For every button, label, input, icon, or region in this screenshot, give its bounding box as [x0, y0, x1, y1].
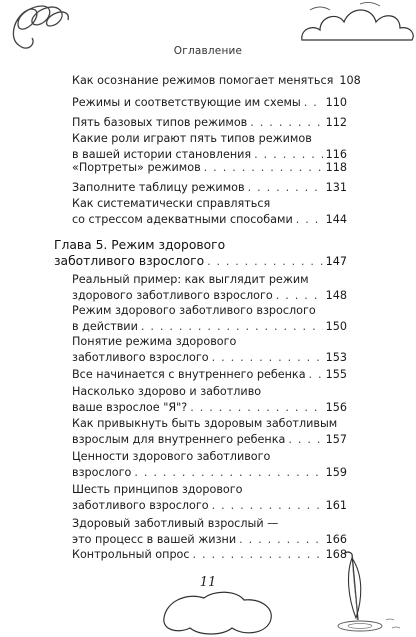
toc-entry[interactable] [72, 367, 347, 383]
toc-entry-title: Здоровый заботливый взрослый — [72, 517, 279, 530]
toc-entry-title-cont: со стрессом адекватными способами [72, 212, 293, 226]
toc-entry-title: Реальный пример: как выглядит режим [72, 273, 309, 286]
toc-entry-title-cont: ваше взрослое "Я"? [72, 400, 188, 414]
toc-leader-dots [141, 319, 323, 335]
toc-entry-title-cont: в действии [72, 319, 138, 333]
toc-entry-page: 156 [325, 400, 347, 414]
toc-leader-dots [212, 350, 323, 366]
toc-leader-dots [190, 400, 322, 416]
toc-entry[interactable] [72, 516, 347, 547]
toc-leader-dots [276, 288, 323, 304]
toc-entry-title: Понятие режима здорового [72, 335, 237, 348]
toc-entry-page: 112 [325, 116, 347, 129]
toc-entry[interactable] [72, 73, 361, 89]
toc-leader-dots [248, 180, 323, 196]
toc-leader-dots [207, 254, 323, 270]
toc-entry-title: Пять базовых типов режимов [72, 116, 248, 129]
toc-entry[interactable] [72, 384, 347, 415]
toc-entry-title: Шесть принципов здорового [72, 483, 243, 496]
toc-entry-page: 155 [325, 368, 347, 381]
toc-entry[interactable] [72, 95, 347, 111]
toc-entry-page: 148 [325, 288, 347, 302]
toc-entry-title: Контрольный опрос [72, 548, 190, 561]
chapter-page: 147 [325, 255, 347, 268]
toc-entry-title: Заполните таблицу режимов [72, 181, 245, 194]
toc-leader-dots [193, 547, 323, 563]
toc-entry[interactable] [72, 196, 347, 227]
page-number: 11 [199, 575, 217, 590]
toc-entry-title: Режим здорового заботливого взрослого [72, 304, 316, 317]
toc-entry-title: Какие роли играют пять типов режимов [72, 132, 312, 145]
toc-entry-page: 161 [325, 498, 347, 512]
toc-leader-dots [204, 160, 323, 176]
chapter-title: Глава 5. Режим здорового [54, 238, 226, 252]
toc-entry-title: Все начинается с внутреннего ребенка [72, 368, 306, 381]
toc-chapter-heading[interactable] [54, 237, 347, 270]
toc-entry-page: 150 [325, 319, 347, 333]
toc-leader-dots [288, 432, 322, 448]
toc-entry-page: 159 [325, 465, 347, 479]
toc-entry[interactable] [72, 115, 347, 131]
toc-leader-dots [134, 465, 322, 481]
toc-entry[interactable] [72, 416, 347, 447]
toc-entry-title-cont: здорового заботливого взрослого [72, 288, 273, 302]
toc-entry-page: 108 [339, 74, 361, 87]
toc-leader-dots [309, 367, 323, 383]
toc-entry[interactable] [72, 449, 347, 480]
toc-leader-dots [250, 115, 322, 131]
toc-leader-dots [212, 498, 323, 514]
toc-entry[interactable] [72, 180, 347, 196]
toc-entry-title-cont: заботливого взрослого [72, 350, 209, 364]
toc-entry-title-cont: в вашей истории становления [72, 147, 252, 161]
toc-entry-title: «Портреты» режимов [72, 161, 201, 174]
toc-entry-title: Ценности здорового заботливого [72, 450, 271, 463]
toc-leader-dots [296, 212, 323, 228]
toc-entry-title-cont: взрослым для внутреннего ребенка [72, 432, 286, 446]
toc-entry-page: 131 [325, 181, 347, 194]
toc-entry-page: 168 [325, 548, 347, 561]
toc-entry-page: 157 [325, 432, 347, 446]
toc-entry-title-cont: заботливого взрослого [72, 498, 209, 512]
toc-entry-title: Режимы и соответствующие им схемы [72, 96, 301, 109]
toc-entry-title: Насколько здорово и заботливо [72, 385, 262, 398]
toc-entry[interactable] [72, 334, 347, 365]
toc-entry-title: Как систематически справляться [72, 197, 271, 210]
toc-entry-page: 144 [325, 212, 347, 226]
toc-entry-title: Как привыкнуть быть здоровым заботливым [72, 417, 338, 430]
blob-outline-icon [160, 588, 280, 637]
toc-entry[interactable] [72, 131, 347, 162]
toc-entry-title-cont: взрослого [72, 465, 132, 479]
toc-entry-page: 110 [325, 96, 347, 109]
page-header-title: Оглавление [173, 45, 243, 57]
toc-leader-dots [304, 95, 323, 111]
toc-entry-page: 118 [325, 161, 347, 174]
toc-entry-page: 153 [325, 350, 347, 364]
toc-entry-title: Как осознание режимов помогает меняться [72, 74, 334, 87]
toc-entry-page: 116 [325, 147, 347, 161]
toc-entry[interactable] [72, 482, 347, 513]
cloud-icon [300, 0, 416, 48]
toc-entry-page: 166 [325, 532, 347, 546]
chapter-title-cont: заботливого взрослого [54, 254, 205, 268]
toc-entry[interactable] [72, 160, 347, 176]
toc-entry[interactable] [72, 272, 347, 303]
toc-entry[interactable] [72, 303, 347, 334]
toc-entry-title-cont: это процесс в вашей жизни [72, 532, 237, 546]
toc-entry[interactable] [72, 547, 347, 563]
toc-leader-dots [239, 532, 323, 548]
